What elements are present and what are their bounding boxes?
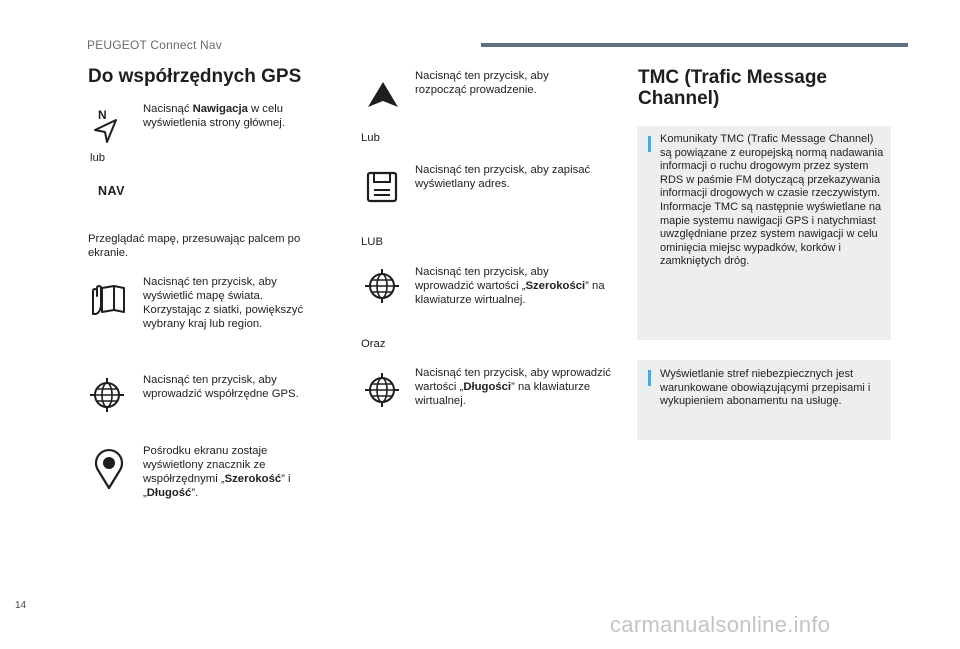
gps-step-2-text: Nacisnąć ten przycisk, aby wyświetlić mapę świata. Korzystając z siatki, powiększyć wybrany kraj lub region. (143, 276, 304, 330)
latitude-globe-icon (363, 267, 401, 305)
middle-step-4-text: Nacisnąć ten przycisk, aby wprowadzić wartości „Długości” na klawiaturze wirtualnej. (415, 367, 611, 407)
map-book-icon (90, 282, 126, 318)
watermark: carmanualsonline.info (610, 612, 831, 637)
header-bar (481, 43, 908, 47)
or-label-4: Oraz (361, 338, 386, 350)
header-title: PEUGEOT Connect Nav (87, 38, 222, 52)
or-label-3: LUB (361, 236, 383, 248)
info-accent-bar-2 (648, 370, 651, 386)
section-heading-gps: Do współrzędnych GPS (88, 66, 302, 87)
globe-icon (88, 376, 126, 414)
info-text-danger-zones: Wyświetlanie stref niebezpiecznych jest warunkowane obowiązującymi przepisami i wykupieniem abonamentu na usługę. (660, 368, 871, 408)
info-text-tmc: Komunikaty TMC (Trafic Message Channel) są powiązane z europejską normą nadawania informacji o ruchu drogowym przez system RDS w paśmie FM dotyczącą przekazywania informacji drogowych w czasie rzeczywistym. Informacje TMC są następnie wyświetlane na mapie systemu nawigacji GPS i natychmiast uwzględniane przez system nawigacji w celu ominięcia miejsc wypadków, korków i zamkniętych dróg. (660, 133, 884, 268)
or-label-2: Lub (361, 132, 380, 144)
start-guidance-arrow-icon (365, 80, 401, 110)
gps-step-4-text: Pośrodku ekranu zostaje wyświetlony znacznik ze współrzędnymi „Szerokość” i „Długość”. (143, 445, 291, 499)
save-floppy-icon (365, 170, 399, 204)
browse-map-text: Przeglądać mapę, przesuwając palcem po ekranie. (88, 233, 301, 259)
nav-north-letter: N (98, 108, 107, 122)
or-label-1: lub (90, 152, 106, 164)
gps-step-3-text: Nacisnąć ten przycisk, aby wprowadzić współrzędne GPS. (143, 374, 299, 400)
longitude-globe-icon (363, 371, 401, 409)
gps-step-1-text: Nacisnąć Nawigacja w celu wyświetlenia strony głównej. (143, 103, 285, 129)
nav-button-label: NAV (98, 184, 125, 198)
section-heading-tmc: TMC (Trafic Message Channel) (638, 67, 827, 109)
middle-step-2-text: Nacisnąć ten przycisk, aby zapisać wyświetlany adres. (415, 164, 591, 190)
info-accent-bar (648, 136, 651, 152)
middle-step-3-text: Nacisnąć ten przycisk, aby wprowadzić wartości „Szerokości” na klawiaturze wirtualnej. (415, 266, 605, 306)
location-pin-icon (92, 448, 126, 490)
middle-step-1-text: Nacisnąć ten przycisk, aby rozpocząć prowadzenie. (415, 70, 549, 96)
page-number: 14 (15, 600, 27, 611)
